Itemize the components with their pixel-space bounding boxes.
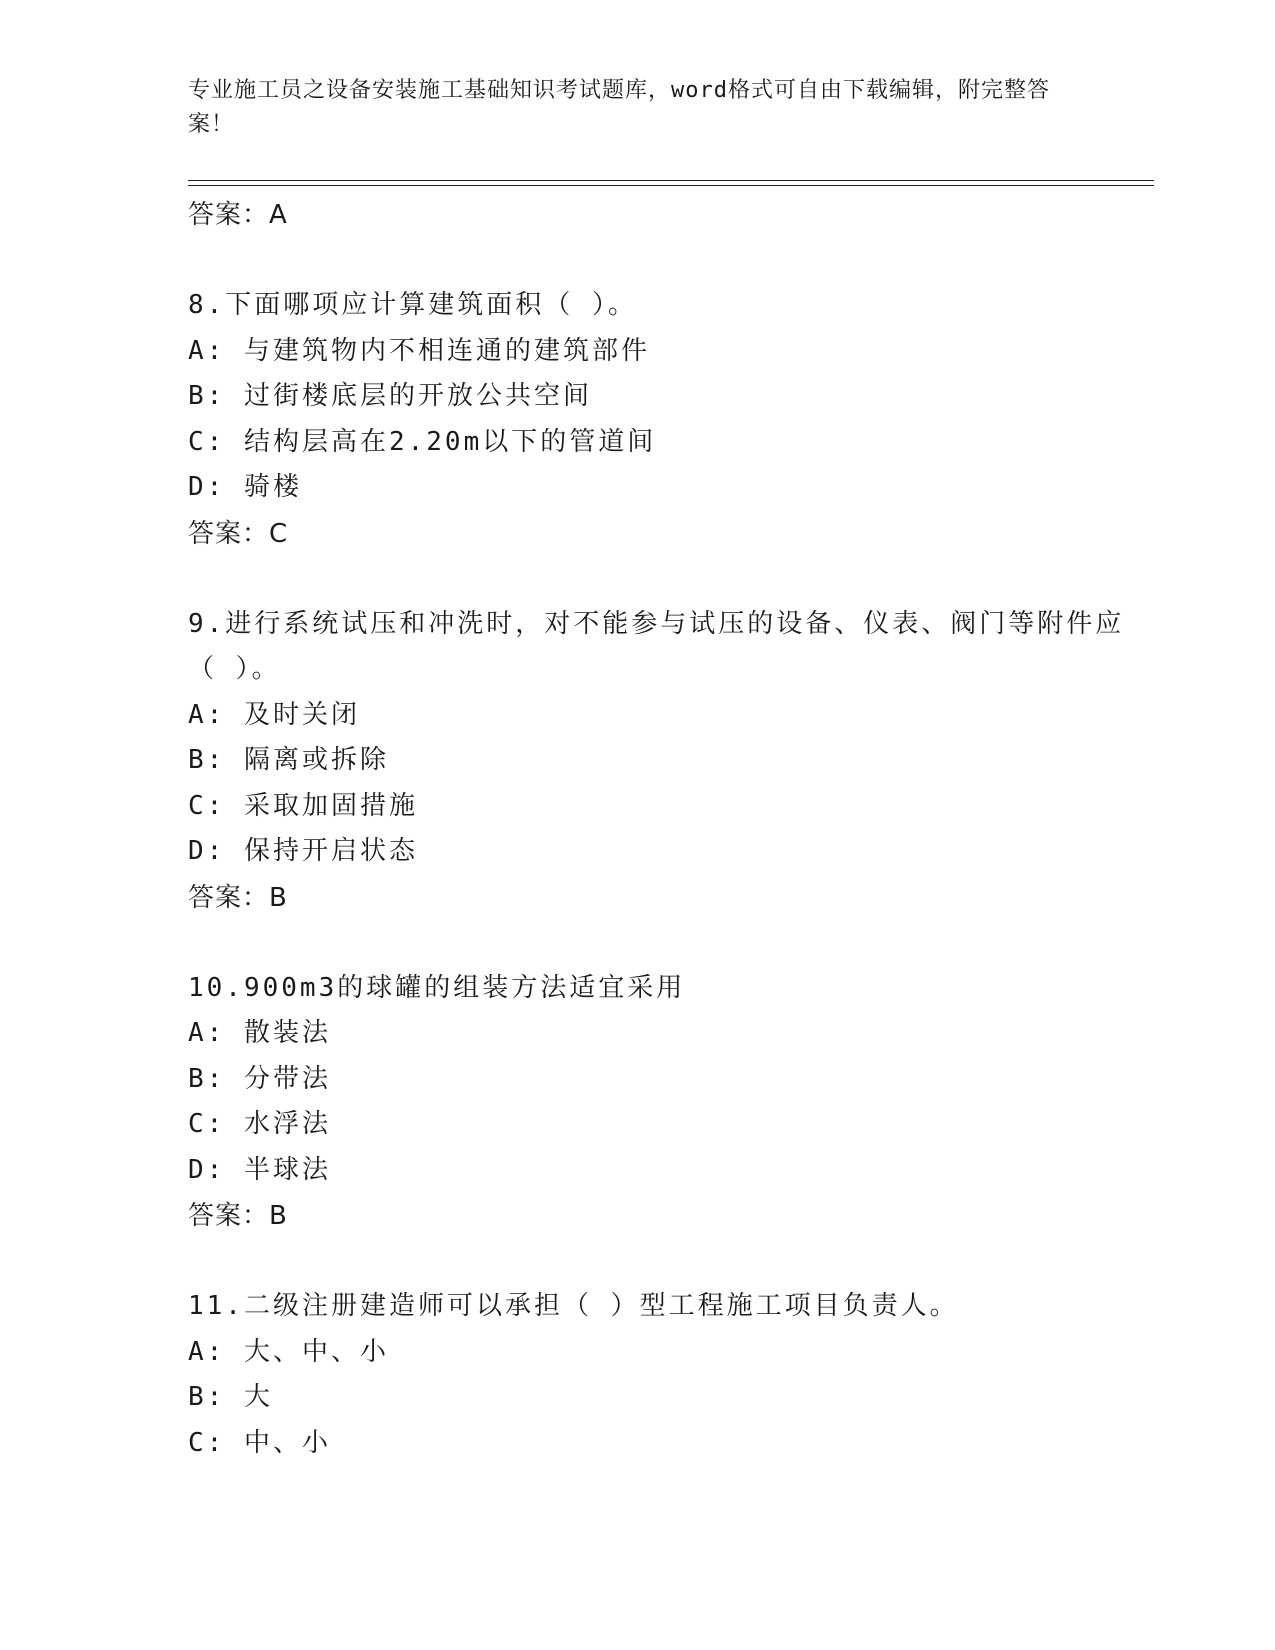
option-c: C: 水浮法	[188, 1109, 331, 1139]
option-a: A: 大、中、小	[188, 1336, 389, 1367]
document-header: 专业施工员之设备安装施工基础知识考试题库，word格式可自由下载编辑，附完整答案！	[188, 78, 1050, 137]
option-b: B: 隔离或拆除	[188, 745, 389, 775]
question-10	[188, 966, 1128, 1240]
answer-line: 答案：B	[188, 882, 288, 913]
option-c: C: 结构层高在2.20m以下的管道间	[188, 426, 657, 457]
option-c: C: 中、小	[188, 1427, 331, 1458]
question-stem: 8.下面哪项应计算建筑面积（ ）。	[188, 290, 637, 320]
option-b: B: 大	[188, 1382, 273, 1412]
option-a: A: 散装法	[188, 1018, 331, 1048]
option-d: D: 半球法	[188, 1154, 331, 1185]
question-stem: 9.进行系统试压和冲洗时，对不能参与试压的设备、仪表、阀门等附件应（ ）。	[188, 608, 1125, 684]
option-d: D: 保持开启状态	[188, 836, 418, 866]
question-list	[188, 192, 1128, 1466]
answer-line: 答案：C	[188, 518, 289, 549]
option-a: A: 及时关闭	[188, 699, 360, 730]
option-c: C: 采取加固措施	[188, 790, 418, 821]
question-stem: 11.二级注册建造师可以承担（ ）型工程施工项目负责人。	[188, 1291, 959, 1321]
header-rule-top	[188, 180, 1154, 181]
question-stem: 10.900m3的球罐的组装方法适宜采用	[188, 972, 686, 1003]
option-b: B: 分带法	[188, 1063, 331, 1094]
answer-line: 答案：A	[188, 200, 288, 230]
answer-line: 答案：B	[188, 1201, 288, 1231]
header-rule-bottom	[188, 185, 1154, 186]
option-b: B: 过街楼底层的开放公共空间	[188, 381, 592, 411]
question-9	[188, 602, 1128, 921]
option-a: A: 与建筑物内不相连通的建筑部件	[188, 335, 650, 366]
question-8	[188, 283, 1128, 557]
question-11	[188, 1284, 1128, 1466]
option-d: D: 骑楼	[188, 472, 302, 502]
